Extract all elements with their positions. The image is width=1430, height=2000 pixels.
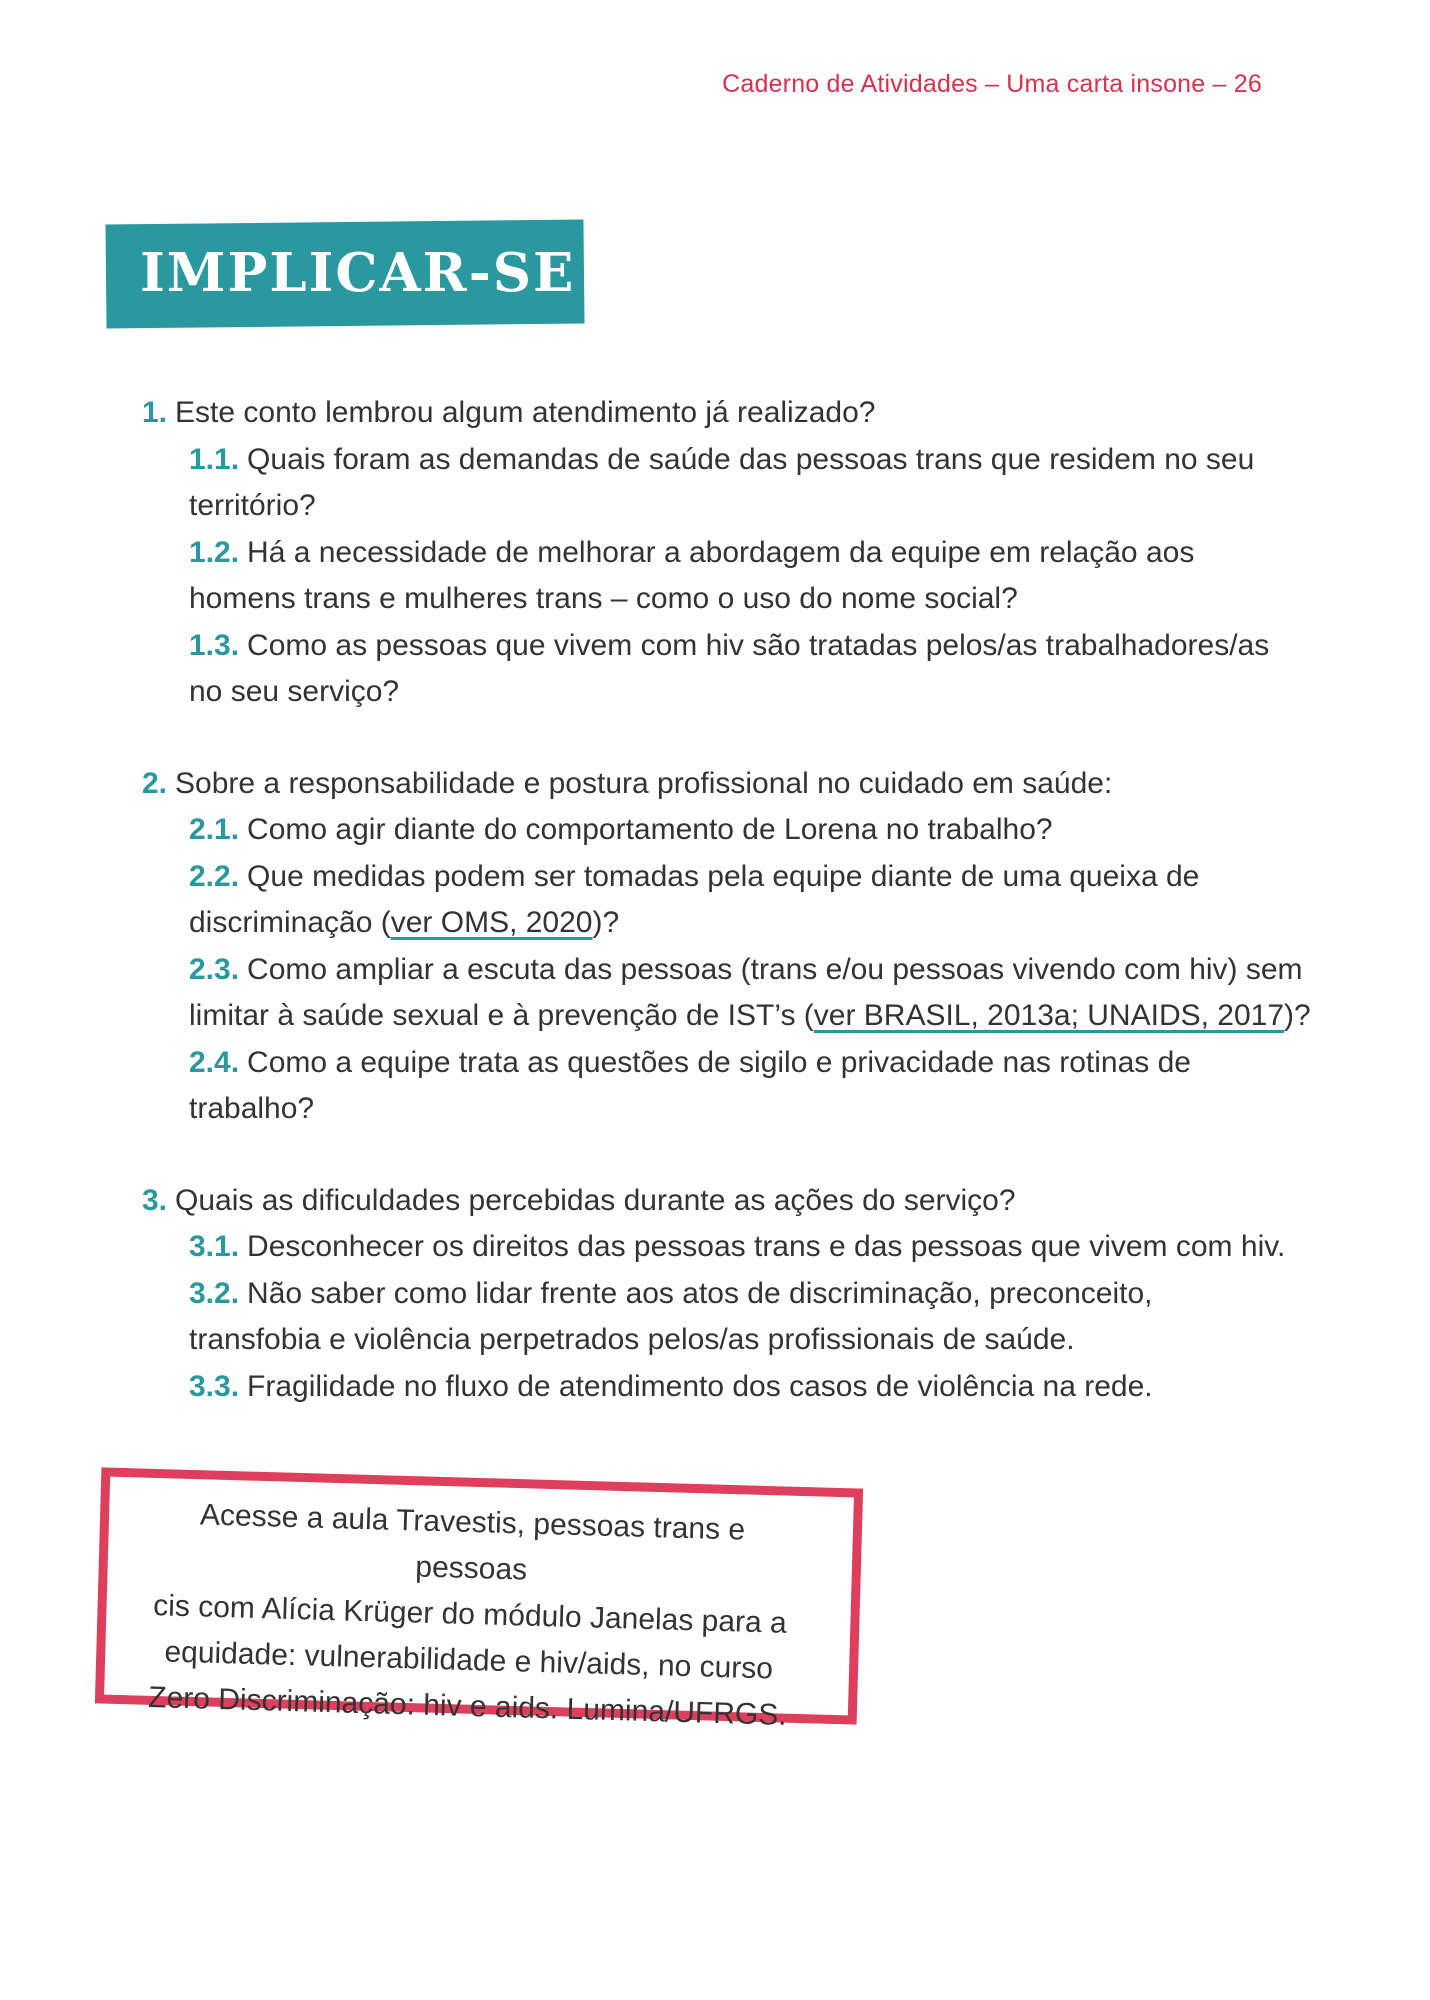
reference-link[interactable]: ver BRASIL, 2013a; UNAIDS, 2017 xyxy=(813,999,1285,1032)
question-block-2 xyxy=(142,761,1311,1133)
sub-question xyxy=(189,807,1292,854)
sub-question-number: 3.3. xyxy=(189,1369,240,1403)
sub-question-text: Quais foram as demandas de saúde das pessoas trans que residem no seu xyxy=(247,442,1255,476)
sub-question-text: Como a equipe trata as questões de sigilo e privacidade nas rotinas de xyxy=(247,1045,1191,1079)
sub-question-list xyxy=(189,1224,1292,1410)
question-line xyxy=(142,761,1292,808)
sub-question-text: )? xyxy=(592,906,620,939)
sub-question xyxy=(189,437,1292,530)
sub-question-text: Há a necessidade de melhorar a abordagem da equipe em relação aos xyxy=(247,535,1195,569)
sub-question-text: Como ampliar a escuta das pessoas (trans e/ou pessoas vivendo com hiv) sem xyxy=(247,952,1303,986)
sub-question-line xyxy=(189,437,1292,484)
sub-question-text: Como agir diante do comportamento de Lorena no trabalho? xyxy=(247,813,1053,846)
question-block-1 xyxy=(142,390,1292,716)
sub-question-line: homens trans e mulheres trans – como o uso do nome social? xyxy=(189,582,1018,615)
sub-question-number: 3.2. xyxy=(189,1276,240,1310)
sub-question-line: território? xyxy=(189,489,316,522)
question-block-3 xyxy=(142,1178,1292,1411)
sub-question-number: 3.1. xyxy=(189,1230,240,1263)
sub-question xyxy=(189,623,1292,716)
question-text: Este conto lembrou algum atendimento já realizado? xyxy=(175,396,876,429)
callout-line: equidade: vulnerabilidade e hiv/aids, no curso xyxy=(164,1635,774,1686)
sub-question-text: )? xyxy=(1284,999,1311,1032)
sub-question-line xyxy=(189,900,1292,947)
sub-question-line xyxy=(189,854,1292,901)
callout-text xyxy=(147,1491,793,1739)
sub-question-number: 2.1. xyxy=(189,813,240,846)
sub-question xyxy=(189,1040,1292,1133)
sub-question-text: discriminação ( xyxy=(189,906,391,939)
sub-question-number: 2.2. xyxy=(189,859,240,893)
sub-question-text: Como as pessoas que vivem com hiv são tratadas pelos/as trabalhadores/as xyxy=(247,628,1270,662)
sub-question xyxy=(189,1364,1292,1411)
callout-line: cis com Alícia Krüger do módulo Janelas para a xyxy=(152,1589,788,1640)
sub-question-line xyxy=(189,1224,1292,1271)
question-number: 2. xyxy=(142,766,168,800)
sub-question-number: 1.1. xyxy=(189,442,240,476)
sub-question-number: 2.4. xyxy=(189,1045,240,1079)
sub-question-number: 1.2. xyxy=(189,535,240,569)
sub-question xyxy=(189,1224,1292,1271)
sub-question-number: 1.3. xyxy=(189,628,240,662)
running-header: Caderno de Atividades – Uma carta insone – 26 xyxy=(722,70,1262,98)
sub-question xyxy=(189,854,1292,947)
sub-question-line xyxy=(189,807,1292,854)
question-number: 3. xyxy=(142,1183,168,1217)
sub-question-text: Não saber como lidar frente aos atos de discriminação, preconceito, xyxy=(247,1276,1153,1310)
sub-question-line xyxy=(189,993,1311,1040)
question-number: 1. xyxy=(142,396,168,429)
sub-question-line xyxy=(189,623,1292,670)
callout-line: Acesse a aula Travestis, pessoas trans e pessoas xyxy=(199,1498,746,1587)
sub-question-line xyxy=(189,947,1303,994)
sub-question-line xyxy=(189,530,1292,577)
sub-question-line xyxy=(189,1040,1292,1087)
sub-question-text: Desconhecer os direitos das pessoas trans e das pessoas que vivem com hiv. xyxy=(247,1230,1286,1263)
sub-question-list xyxy=(189,807,1311,1133)
section-title: IMPLICAR-SE xyxy=(140,242,576,304)
question-text: Quais as dificuldades percebidas durante as ações do serviço? xyxy=(175,1183,1016,1217)
sub-question-line: no seu serviço? xyxy=(189,675,400,708)
sub-question-number: 2.3. xyxy=(189,952,240,986)
sub-question xyxy=(189,947,1311,1040)
question-line xyxy=(142,1178,1292,1225)
sub-question-line: trabalho? xyxy=(189,1092,315,1125)
sub-question-line xyxy=(189,1364,1292,1411)
sub-question-text: limitar à saúde sexual e à prevenção de IST’s ( xyxy=(189,999,814,1032)
sub-question-line: transfobia e violência perpetrados pelos/as profissionais de saúde. xyxy=(189,1323,1075,1356)
sub-question xyxy=(189,1271,1292,1364)
sub-question-text: Que medidas podem ser tomadas pela equipe diante de uma queixa de xyxy=(247,859,1200,893)
sub-question-list xyxy=(189,437,1292,716)
question-list xyxy=(142,390,1311,1455)
sub-question-line xyxy=(189,1271,1292,1318)
question-text: Sobre a responsabilidade e postura profissional no cuidado em saúde: xyxy=(175,766,1113,800)
reference-link[interactable]: ver OMS, 2020 xyxy=(390,906,593,939)
question-line xyxy=(142,390,1292,437)
sub-question xyxy=(189,530,1292,623)
sub-question-text: Fragilidade no fluxo de atendimento dos casos de violência na rede. xyxy=(247,1369,1153,1403)
callout-line: Zero Discriminação: hiv e aids. Lumina/UFRGS. xyxy=(147,1681,788,1732)
